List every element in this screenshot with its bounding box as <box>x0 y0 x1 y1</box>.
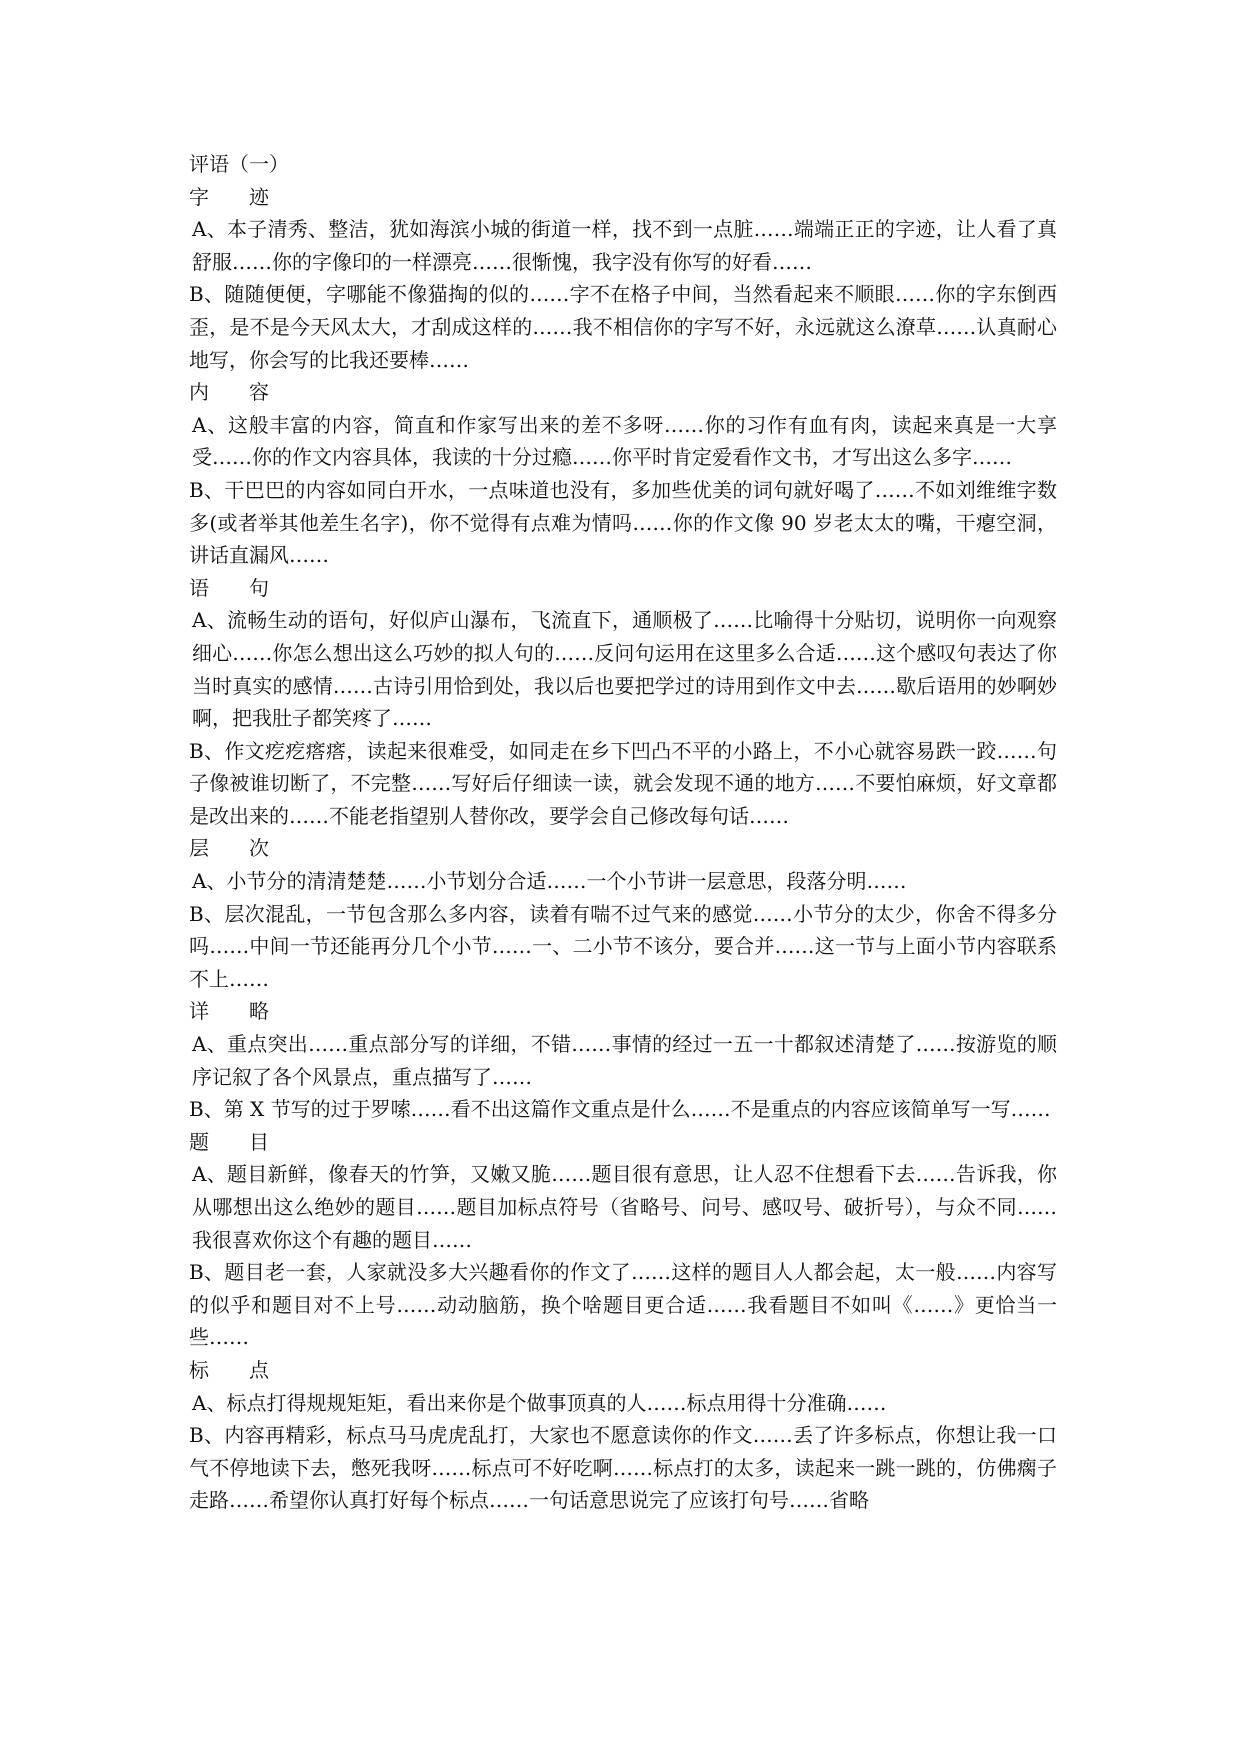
section-heading: 题 目 <box>189 1129 269 1154</box>
document-title: 评语（一） <box>189 152 289 176</box>
section-heading: 语 句 <box>189 575 269 600</box>
comment-item-b: B、题目老一套，人家就没多大兴趣看你的作文了……这样的题目人人都会起，太一般……内容写的似乎和题目对不上号……动动脑筋，换个啥题目更合适……我看题目不如叫《……》更恰当一些…… <box>189 1260 1057 1350</box>
section-heading: 详 略 <box>189 999 269 1024</box>
document-page <box>189 148 1057 1517</box>
comment-item-a: A、本子清秀、整洁，犹如海滨小城的街道一样，找不到一点脏……端端正正的字迹，让人看了真舒服……你的字像印的一样漂亮……很惭愧，我字没有你写的好看…… <box>192 217 1057 274</box>
section-heading: 内 容 <box>189 380 269 405</box>
comment-item-a: A、流畅生动的语句，好似庐山瀑布，飞流直下，通顺极了……比喻得十分贴切，说明你一向观察细心……你怎么想出这么巧妙的拟人句的……反问句运用在这里多么合适……这个感叹句表达了你当时真实的感情……古诗引用恰到处，我以后也要把学过的诗用到作文中去……歇后语用的妙啊妙啊，把我肚子都笑疼了…… <box>192 608 1057 731</box>
comment-item-a: A、标点打得规规矩矩，看出来你是个做事顶真的人……标点用得十分准确…… <box>192 1390 887 1415</box>
comment-sections <box>189 181 1057 1517</box>
section-heading: 标 点 <box>189 1357 269 1382</box>
section-heading: 字 迹 <box>189 184 269 209</box>
comment-item-b: B、作文疙疙瘩瘩，读起来很难受，如同走在乡下凹凸不平的小路上，不小心就容易跌一跤……句子像被谁切断了，不完整……写好后仔细读一读，就会发现不通的地方……不要怕麻烦，好文章都是改出来的……不能老指望别人替你改，要学会自己修改每句话…… <box>189 738 1057 828</box>
section-heading: 层 次 <box>189 836 269 861</box>
comment-item-b: B、随随便便，字哪能不像猫掏的似的……字不在格子中间，当然看起来不顺眼……你的字东倒西歪，是不是今天风太大，才刮成这样的……我不相信你的字写不好，永远就这么潦草……认真耐心地写，你会写的比我还要棒…… <box>189 282 1057 372</box>
comment-item-a: A、小节分的清清楚楚……小节划分合适……一个小节讲一层意思，段落分明…… <box>192 869 907 894</box>
comment-item-b: B、干巴巴的内容如同白开水，一点味道也没有，多加些优美的词句就好喝了……不如刘维维字数多(或者举其他差生名字)，你不觉得有点难为情吗……你的作文像 90 岁老太太的嘴，干瘪空洞，讲话直漏风…… <box>189 477 1057 568</box>
comment-item-a: A、重点突出……重点部分写的详细，不错……事情的经过一五一十都叙述清楚了……按游览的顺序记叙了各个风景点，重点描写了…… <box>192 1032 1057 1089</box>
comment-item-a: A、题目新鲜，像春天的竹笋，又嫩又脆……题目很有意思，让人忍不住想看下去……告诉我，你从哪想出这么绝妙的题目……题目加标点符号（省略号、问号、感叹号、破折号），与众不同……我很喜欢你这个有趣的题目…… <box>192 1162 1057 1252</box>
comment-item-b: B、第 X 节写的过于罗嗦……看不出这篇作文重点是什么……不是重点的内容应该简单写一写…… <box>189 1097 1051 1122</box>
comment-item-b: B、层次混乱，一节包含那么多内容，读着有喘不过气来的感觉……小节分的太少，你舍不得多分吗……中间一节还能再分几个小节……一、二小节不该分，要合并……这一节与上面小节内容联系不上…… <box>189 901 1057 991</box>
comment-item-b: B、内容再精彩，标点马马虎虎乱打，大家也不愿意读你的作文……丢了许多标点，你想让我一口气不停地读下去，憋死我呀……标点可不好吃啊……标点打的太多，读起来一跳一跳的，仿佛瘸子走路……希望你认真打好每个标点……一句话意思说完了应该打句号……省略 <box>189 1423 1057 1513</box>
comment-item-a: A、这般丰富的内容，简直和作家写出来的差不多呀……你的习作有血有肉，读起来真是一大享受……你的作文内容具体，我读的十分过瘾……你平时肯定爱看作文书，才写出这么多字…… <box>192 412 1057 470</box>
